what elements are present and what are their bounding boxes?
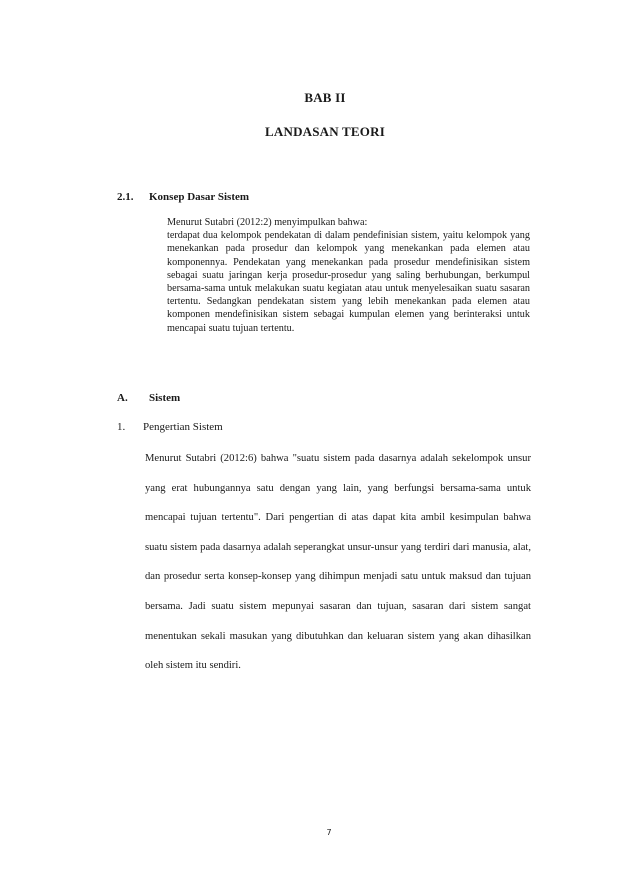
- chapter-number: BAB II: [304, 90, 346, 105]
- subsection-heading: [117, 392, 180, 404]
- quote-text: terdapat dua kelompok pendekatan di dalam pendefinisian sistem, yaitu kelompok yang menekankan pada prosedur dan kelompok yang menekankan pada elemen atau komponennya. Pendekatan yang menekankan pada prosedur mendefinisikan sistem sebagai suatu jaringan kerja prosedur-prosedur yang saling berhubungan, berkumpul bersama-sama untuk melakukan suatu kegiatan atau untuk menyelesaikan suatu sasaran tertentu. Sedangkan pendekatan sistem yang lebih menekankan pada elemen atau komponen mendefinisikan sistem sebagai kumpulan elemen yang berinteraksi untuk mencapai suatu tujuan tertentu.: [167, 230, 530, 334]
- section-number: 2.1.: [117, 191, 134, 203]
- subsection-number: A.: [117, 392, 128, 404]
- page-number: 7: [326, 828, 332, 837]
- item-title: Pengertian Sistem: [143, 421, 223, 433]
- section-heading: [117, 191, 249, 203]
- item-heading: [117, 421, 223, 433]
- subsection-title: Sistem: [149, 392, 181, 404]
- quote-lead: Menurut Sutabri (2012:2) menyimpulkan bahwa:: [167, 217, 368, 228]
- body-paragraph: Menurut Sutabri (2012:6) bahwa "suatu sistem pada dasarnya adalah sekelompok unsur yang erat hubungannya satu dengan yang lain, yang berfungsi bersama-sama untuk mencapai tujuan tertentu". Dari pengertian di atas dapat kita ambil kesimpulan bahwa suatu sistem pada dasarnya adalah seperangkat unsur-unsur yang terdiri dari manusia, alat, dan prosedur serta konsep-konsep yang dihimpun menjadi satu untuk maksud dan tujuan bersama. Jadi suatu sistem mepunyai sasaran dan tujuan, sasaran dari sistem sangat menentukan sekali masukan yang dibutuhkan dan keluaran sistem yang akan dihasilkan oleh sistem itu sendiri.: [145, 453, 531, 672]
- block-quote: [167, 216, 530, 335]
- chapter-title: LANDASAN TEORI: [265, 124, 385, 139]
- section-title: Konsep Dasar Sistem: [149, 191, 250, 203]
- item-number: 1.: [117, 421, 126, 433]
